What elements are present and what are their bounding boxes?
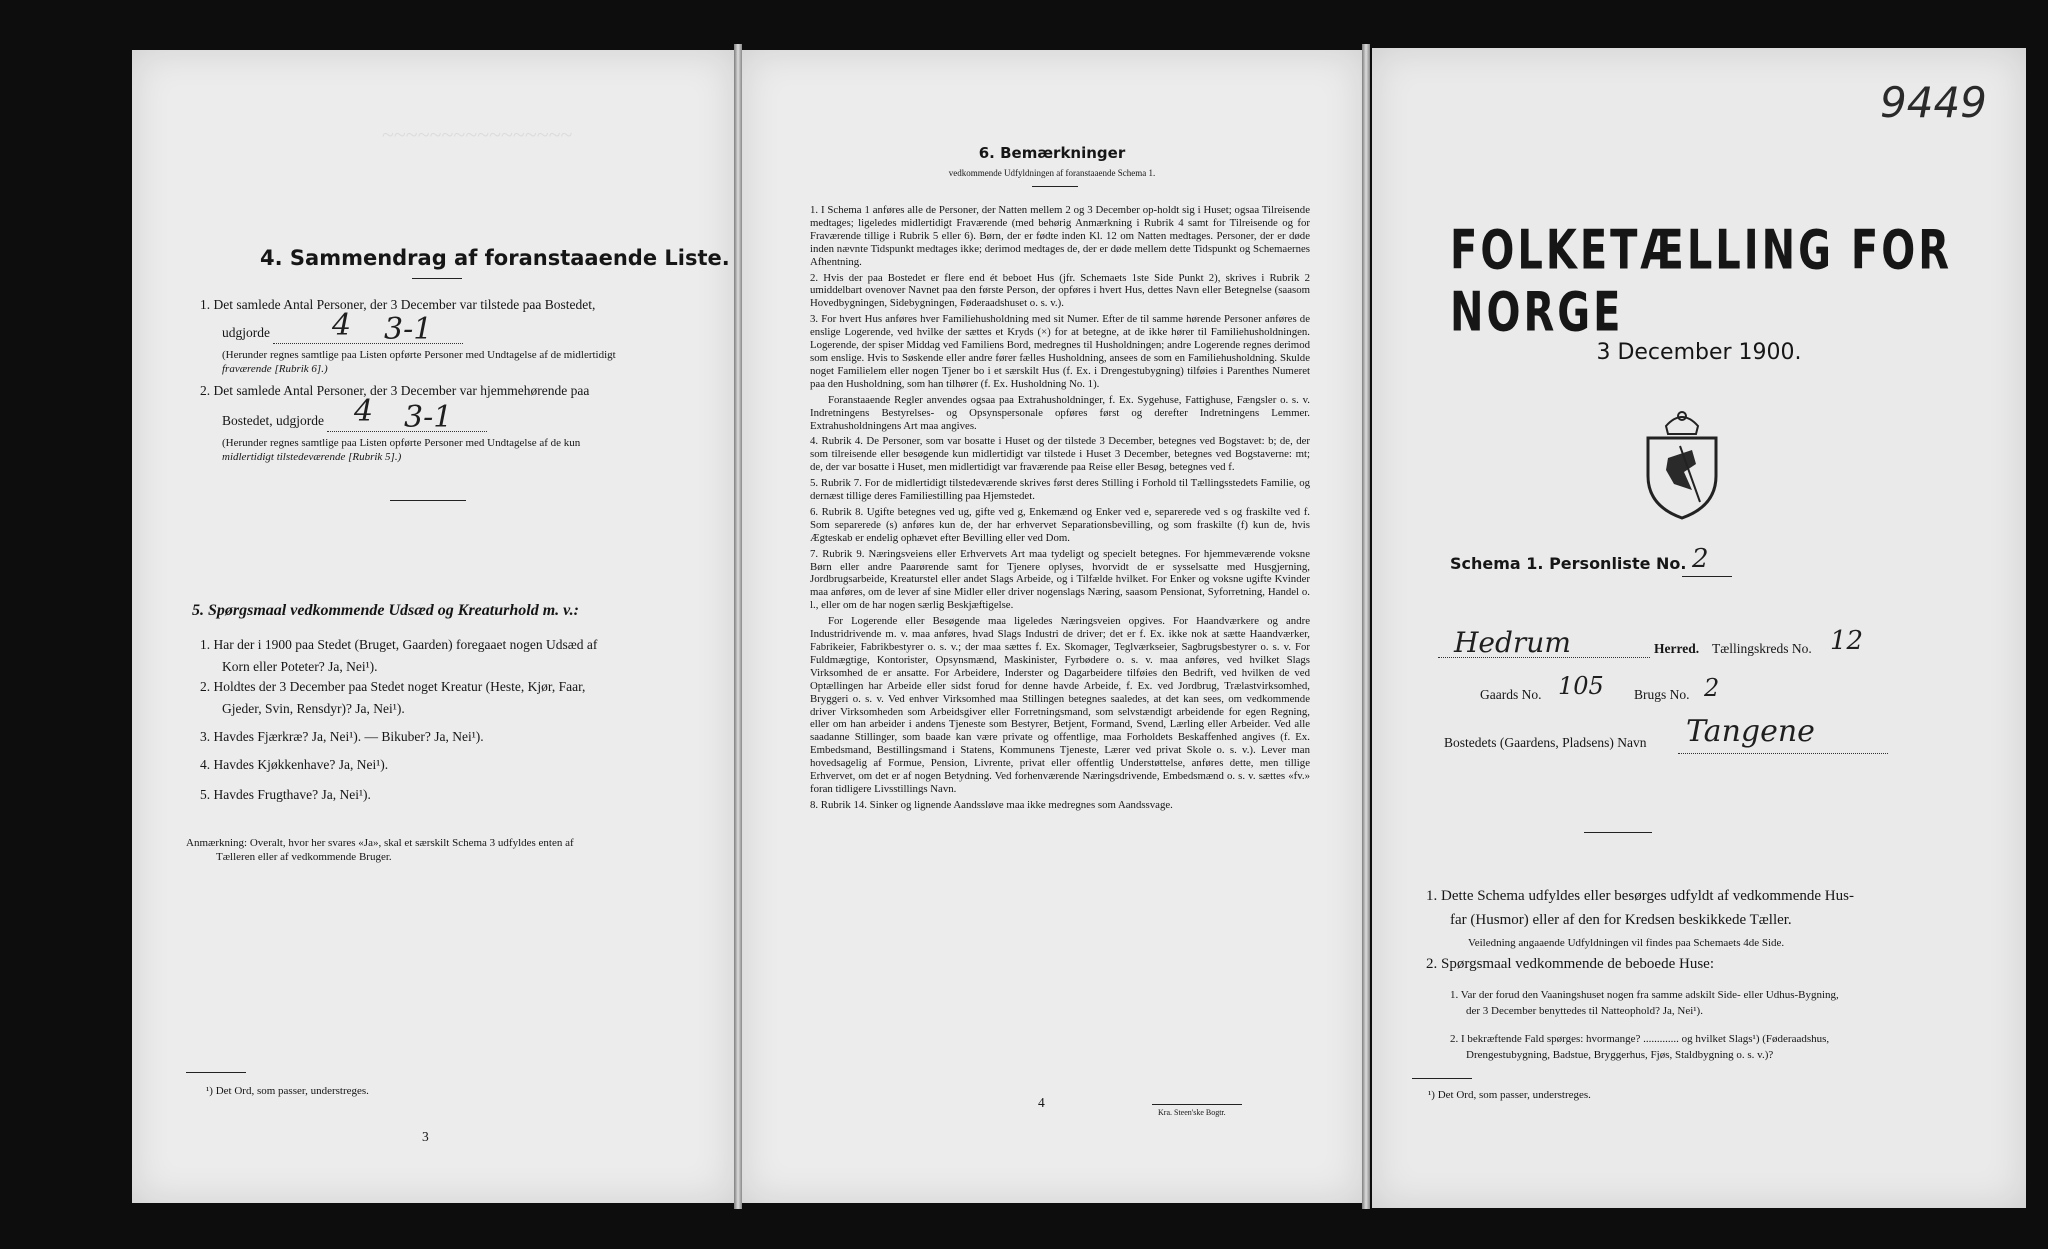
bleed-through-text: ~~~~~~~~~~~~~~~~ bbox=[382, 122, 573, 147]
divider bbox=[1032, 186, 1078, 187]
footnote: ¹) Det Ord, som passer, understreges. bbox=[1428, 1089, 1591, 1101]
instruction-1-line1: 1. Dette Schema udfyldes eller besørges udfyldt af vedkommende Hus- bbox=[1426, 888, 1854, 904]
herred-label: Herred. bbox=[1654, 641, 1700, 656]
question-2-line2: Drengestubygning, Badstue, Bryggerhus, Fjøs, Staldbygning o. s. v.)? bbox=[1466, 1049, 1774, 1061]
s4-item1-note2: fraværende [Rubrik 6].) bbox=[222, 363, 328, 375]
remark-8: 8. Rubrik 14. Sinker og lignende Aandssløve maa ikke medregnes som Aandssvage. bbox=[810, 798, 1173, 811]
brugs-label: Brugs No. bbox=[1634, 687, 1690, 702]
s5-remark-line1: Anmærkning: Overalt, hvor her svares «Ja», skal et særskilt Schema 3 udfyldes enten af bbox=[186, 837, 574, 849]
remark-2: 2. Hvis der paa Bostedet er flere end ét beboet Hus (jfr. Schemaets 1ste Side Punkt 2), skrives i Rubrik 2 umiddelbart ovenover Navnet paa den første Person, der opføres i hvert Hus, dettes Navn eller Betegnelse (saasom Hovedbygningen, Sidebygningen, Føderaadshuset o. s. v.). bbox=[810, 271, 1310, 310]
s5-q1-line2: Korn eller Poteter? Ja, Nei¹). bbox=[222, 659, 378, 674]
page-number: 3 bbox=[422, 1129, 429, 1144]
book-fold-left bbox=[734, 44, 742, 1209]
question-1-line2: der 3 December benyttedes til Natteophold? Ja, Nei¹). bbox=[1466, 1005, 1703, 1017]
footnote-divider bbox=[1412, 1078, 1472, 1079]
kreds-value: 12 bbox=[1830, 626, 1864, 656]
herred-value: Hedrum bbox=[1454, 626, 1571, 659]
schema-number: 2 bbox=[1692, 544, 1709, 574]
instruction-1-note: Veiledning angaaende Udfyldningen vil findes paa Schemaets 4de Side. bbox=[1468, 937, 1785, 949]
census-date: 3 December 1900. bbox=[1596, 340, 1802, 365]
remark-3: 3. For hvert Hus anføres hver Familiehusholdning med sit Numer. Efter de til samme hørende Personer anføres de enslige Logerende, ved hvilke der sættes et Kryds (×) for at betegne, at de ikke hører til Familiehusholdningen. Logerende, der spiser Middag ved Familiens Bord, medregnes til Husholdningen; andre Logerende regnes derimod som enslige. Hvis to Søskende eller andre fører fælles Husholdning, ansees de som en Familiehusholdning. Skulde noget Familielem eller nogen Tjener bo i et særskilt Hus (f. Ex. i Drengestubygning) tilføies i Parenthes Numeret paa den Husholdning, som han tilhører (f. Ex. Husholdning No. 1). bbox=[810, 313, 1310, 390]
herred-line bbox=[1438, 656, 1650, 658]
question-1-line1: 1. Var der forud den Vaaningshuset nogen fra samme adskilt Side- eller Udhus-Bygning, bbox=[1450, 989, 1839, 1001]
gaards-label: Gaards No. bbox=[1480, 687, 1542, 702]
s4-item1-value-a: 4 bbox=[332, 308, 352, 343]
archive-stamp-number: 9449 bbox=[1880, 78, 1987, 127]
question-2-line1: 2. I bekræftende Fald spørges: hvormange? ............. og hvilket Slags¹) (Føderaadshus, bbox=[1450, 1033, 1830, 1045]
schema-label: Schema 1. Personliste No. bbox=[1450, 554, 1687, 573]
page-number: 4 bbox=[1038, 1095, 1045, 1110]
kreds-label: Tællingskreds No. bbox=[1712, 641, 1812, 656]
s5-q2-line1: 2. Holdtes der 3 December paa Stedet noget Kreatur (Heste, Kjør, Faar, bbox=[200, 679, 586, 694]
s5-q3: 3. Havdes Fjærkræ? Ja, Nei¹). — Bikuber? Ja, Nei¹). bbox=[200, 729, 484, 744]
instruction-2: 2. Spørgsmaal vedkommende de beboede Huse: bbox=[1426, 956, 1714, 972]
s5-q5: 5. Havdes Frugthave? Ja, Nei¹). bbox=[200, 787, 371, 802]
s4-item2-value-a: 4 bbox=[354, 394, 374, 429]
remarks-subtitle: vedkommende Udfyldningen af foranstaaende Schema 1. bbox=[948, 168, 1156, 178]
s4-item1-value-b: 3-1 bbox=[384, 312, 433, 347]
schema-number-line bbox=[1682, 576, 1732, 577]
bosted-label: Bostedets (Gaardens, Pladsens) Navn bbox=[1444, 735, 1647, 750]
remark-4: 4. Rubrik 4. De Personer, som var bosatte i Huset og der tilstede 3 December, betegnes ved Bogstavet: b; de, der som tilreisende eller besøgende kun midlertidigt var tilstede i Huset 3 December, betegnes ved Bogstaverne: mt; de, der var bosatte i Huset, men midlertidigt var fraværende paa Reise eller Besøg, betegnes ved f. bbox=[810, 435, 1310, 474]
divider bbox=[412, 278, 462, 279]
s4-item1-line1: 1. Det samlede Antal Personer, der 3 December var tilstede paa Bostedet, bbox=[200, 297, 596, 312]
bosted-line bbox=[1678, 752, 1888, 754]
gaards-value: 105 bbox=[1558, 672, 1604, 700]
instruction-1-line2: far (Husmor) eller af den for Kredsen beskikkede Tæller. bbox=[1450, 912, 1792, 928]
printer-credit: Kra. Steen'ske Bogtr. bbox=[1158, 1108, 1226, 1117]
divider bbox=[390, 500, 466, 501]
remark-1: 1. I Schema 1 anføres alle de Personer, der Natten mellem 2 og 3 December op-holdt sig i Huset; ogsaa Tilreisende medtages; ligeledes midlertidigt Fraværende (med behørig Anmærkning i Rubrik 4 samt for Tilreisende og for Fraværende tillige i Rubrik 5 eller 6). Børn, der er fødte inden Kl. 12 om Natten medtages. Personer, der er døde inden nævnte Tidspunkt medtages ikke; derimod medtages de, der er døde mellem dette Tidspunkt og Schemaernes Afhentning. bbox=[810, 204, 1310, 268]
s4-item2-prefix: Bostedet, udgjorde bbox=[222, 413, 324, 428]
remark-3b: Foranstaaende Regler anvendes ogsaa paa Extrahusholdninger, f. Ex. Sygehuse, Fattighuse, Fængsler o. s. v. Indretningens Bestyrelses- og Opsynspersonale opføres først og derefter Indretningens Lemmer. Extrahusholdningens Art maa angives. bbox=[810, 393, 1310, 432]
s4-item1-prefix: udgjorde bbox=[222, 325, 270, 340]
s5-remark-line2: Tælleren eller af vedkommende Bruger. bbox=[216, 851, 392, 863]
footnote-divider bbox=[186, 1072, 246, 1073]
section4-title: 4. Sammendrag af foranstaaende Liste. bbox=[260, 246, 730, 270]
remark-7: 7. Rubrik 9. Næringsveiens eller Erhvervets Art maa tydeligt og specielt betegnes. For hjemmeværende voksne Børn eller andre Paarørende samt for Tjenere oplyses, hvorvidt de er sysselsatte med Husgjerning, Jordbrugsarbeide, Kreaturstel eller andet Slags Arbeide, og i Tilfælde hvilket. For Enker og voksne ugifte Kvinder maa anføres, om de lever af sine Midler eller driver nogenslags Næring, saasom Pensionat, Syforretning, Handel o. l., eller om de har nogen særlig Beskjæftigelse. bbox=[810, 547, 1310, 612]
s4-item2-note2: midlertidigt tilstedeværende [Rubrik 5].) bbox=[222, 451, 402, 463]
remark-5: 5. Rubrik 7. For de midlertidigt tilstedeværende skrives først deres Stilling i Forhold til Tællingsstedets Familie, og dernæst tillige deres Familiestilling paa Hjemstedet. bbox=[810, 477, 1310, 503]
left-page bbox=[132, 50, 734, 1203]
footnote: ¹) Det Ord, som passer, understreges. bbox=[206, 1085, 369, 1097]
bosted-value: Tangene bbox=[1686, 714, 1815, 749]
printer-divider bbox=[1152, 1104, 1242, 1105]
section5-title: 5. Spørgsmaal vedkommende Udsæd og Kreaturhold m. v.: bbox=[192, 602, 579, 619]
s4-item2-note1: (Herunder regnes samtlige paa Listen opførte Personer med Undtagelse af de kun bbox=[222, 437, 581, 449]
right-page bbox=[1372, 48, 2026, 1208]
census-title: FOLKETÆLLING FOR NORGE bbox=[1450, 220, 1953, 345]
s4-item2-value-b: 3-1 bbox=[404, 400, 453, 435]
remark-7b: For Logerende eller Besøgende maa ligeledes Næringsveien opgives. For Haandværkere og andre Industridrivende m. v. maa anføres, hvad Slags Industri de driver; det er f. Ex. ikke nok at sætte Haandværker, Fabrikeier, Fabrikbestyrer o. s. v.; der maa sættes f. Ex. Skomager, Teglværkseier, Sagbrugsbestyrer o. s. v. For Fuldmægtige, Kontorister, Opsynsmænd, Maskinister, Fyrbødere o. s. v. maa anføres, ved hvilket Slags Virksomhed de er ansatte. For Arbeidere, Inderster og Dagarbeidere tilføies den Bedrift, ved hvilken de ved Optællingen har Arbeide eller sidst forud for denne havde Arbeide, f. Ex. ved Jordbrug, Trælastvirksomhed, Bryggeri o. s. v. Ved enhver Virksomhed maa Stillingen betegnes saaledes, at det kan sees, om vedkommende driver Virksomheden som Arbeidsgiver eller Forretningsmand, som selvstændigt arbeidende for egen Regning, eller om han arbeider i andens Tjeneste som Bestyrer, Betjent, Formand, Svend, Lærling eller Arbeider. Ved alle saadanne Stillinger, som baade kan være private og offentlige, maa Forholdets Beskaffenhed angives (f. Ex. Embedsmand, Bestillingsmand i Statens, Kommunens Tjeneste, Lærer ved privat Skole o. s. v.). Lever man hovedsagelig af Formue, Pension, Livrente, privat eller offentlig Understøttelse, anføres dette, men tillige Erhvervet, om det er af nogen Betydning. Ved forhenværende Næringsdrivende, Embedsmænd o. s. v. sættes «fv.» foran tidligere Livsstillings Navn. bbox=[810, 615, 1310, 795]
remarks-title: 6. Bemærkninger bbox=[978, 144, 1126, 162]
remark-6: 6. Rubrik 8. Ugifte betegnes ved ug, gifte ved g, Enkemænd og Enker ved e, separerede ved s og fraskilte ved f. Som separerede (s) anføres kun de, der har erhvervet Separationsbevilling, og som fraskilte (f) kun de, hvis Ægteskab er endelig ophævet efter Bevilling eller ved Dom. bbox=[810, 505, 1310, 544]
s4-item2-line1: 2. Det samlede Antal Personer, der 3 December var hjemmehørende paa bbox=[200, 383, 590, 398]
brugs-value: 2 bbox=[1704, 674, 1720, 702]
s4-item1-note1: (Herunder regnes samtlige paa Listen opførte Personer med Undtagelse af de midlertidigt bbox=[222, 349, 616, 361]
s5-q4: 4. Havdes Kjøkkenhave? Ja, Nei¹). bbox=[200, 757, 389, 772]
book-fold-right bbox=[1362, 44, 1370, 1209]
remarks-body bbox=[810, 204, 1310, 815]
norwegian-coat-of-arms-icon bbox=[1636, 406, 1728, 522]
middle-page bbox=[742, 50, 1362, 1203]
s5-q1-line1: 1. Har der i 1900 paa Stedet (Bruget, Gaarden) foregaaet nogen Udsæd af bbox=[200, 637, 598, 652]
divider bbox=[1584, 832, 1652, 833]
s5-q2-line2: Gjeder, Svin, Rensdyr)? Ja, Nei¹). bbox=[222, 701, 405, 716]
